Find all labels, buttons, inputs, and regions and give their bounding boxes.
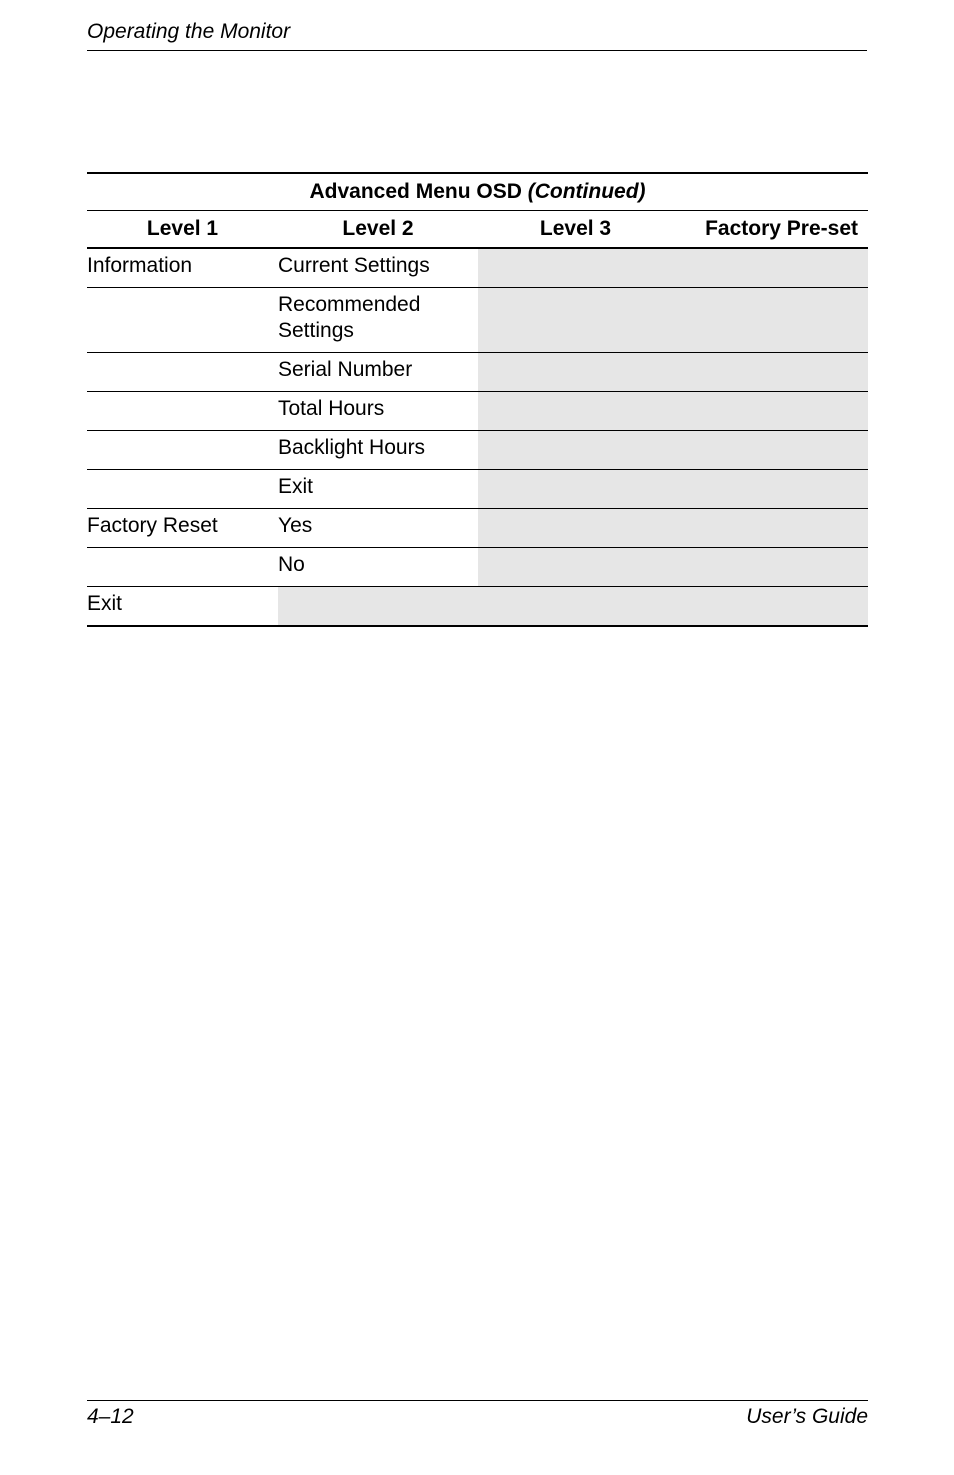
level-1-cell: Information bbox=[87, 248, 278, 288]
shaded-cell bbox=[478, 548, 868, 587]
level-2-cell: Exit bbox=[278, 470, 478, 509]
table-row bbox=[87, 248, 868, 288]
level-2-cell: Total Hours bbox=[278, 392, 478, 431]
advanced-menu-osd-table bbox=[87, 172, 868, 627]
table-row bbox=[87, 392, 868, 431]
level-2-cell: Current Settings bbox=[278, 248, 478, 288]
table-row bbox=[87, 587, 868, 627]
column-header-level-1: Level 1 bbox=[87, 211, 278, 249]
table-row bbox=[87, 288, 868, 353]
running-header bbox=[87, 18, 867, 51]
running-footer bbox=[87, 1400, 868, 1431]
column-header-factory-preset: Factory Pre-set bbox=[673, 211, 868, 249]
level-1-cell: Factory Reset bbox=[87, 509, 278, 548]
level-2-cell: Recommended Settings bbox=[278, 288, 478, 353]
level-1-cell bbox=[87, 548, 278, 587]
shaded-cell bbox=[478, 288, 868, 353]
page-number: 4–12 bbox=[87, 1405, 134, 1428]
level-2-cell: Backlight Hours bbox=[278, 431, 478, 470]
table-row bbox=[87, 509, 868, 548]
level-1-cell bbox=[87, 288, 278, 353]
shaded-cell bbox=[478, 392, 868, 431]
table-caption-row bbox=[87, 173, 868, 211]
shaded-cell bbox=[478, 431, 868, 470]
shaded-cell bbox=[478, 248, 868, 288]
table-row bbox=[87, 353, 868, 392]
level-2-cell: No bbox=[278, 548, 478, 587]
table-header-row bbox=[87, 211, 868, 249]
level-1-cell bbox=[87, 470, 278, 509]
level-1-cell bbox=[87, 431, 278, 470]
level-1-cell bbox=[87, 353, 278, 392]
level-1-cell bbox=[87, 392, 278, 431]
level-2-cell: Serial Number bbox=[278, 353, 478, 392]
shaded-cell bbox=[478, 353, 868, 392]
table-row bbox=[87, 431, 868, 470]
level-1-cell: Exit bbox=[87, 587, 278, 627]
shaded-cell bbox=[278, 587, 868, 627]
table-caption bbox=[87, 173, 868, 211]
table-row bbox=[87, 470, 868, 509]
table-caption-suffix: (Continued) bbox=[527, 180, 646, 203]
table-caption-main: Advanced Menu OSD bbox=[309, 180, 522, 203]
table-row bbox=[87, 548, 868, 587]
header-title: Operating the Monitor bbox=[87, 20, 291, 43]
shaded-cell bbox=[478, 470, 868, 509]
level-2-cell: Yes bbox=[278, 509, 478, 548]
column-header-level-3: Level 3 bbox=[478, 211, 673, 249]
column-header-level-2: Level 2 bbox=[278, 211, 478, 249]
shaded-cell bbox=[478, 509, 868, 548]
footer-title: User’s Guide bbox=[746, 1405, 868, 1428]
